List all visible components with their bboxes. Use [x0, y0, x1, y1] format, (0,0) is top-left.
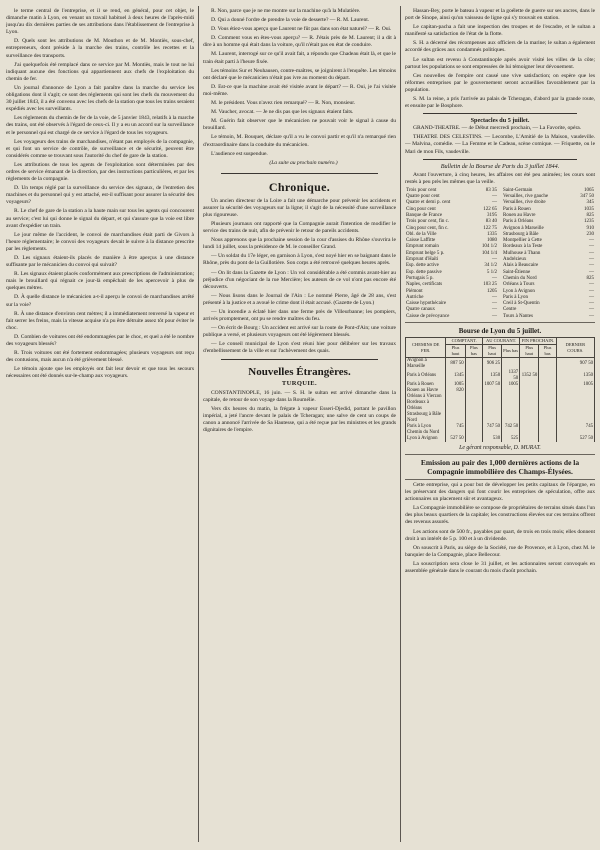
- bourse-cell: [539, 358, 556, 371]
- article-paragraph: D. À quelle distance le mécanicien a-t-il aperçu le convoi de marchandises arrêté sur la voie?: [6, 294, 194, 308]
- article-paragraph: M. Guérin fait observer que le mécanicien ne pouvait voir le signal à cause du brouillard.: [203, 118, 396, 132]
- article-paragraph: Le sultan est revenu à Constantinople après avoir visité les villes de la côte; partout les populations se sont empressées de lui témoigner leur dévouement.: [405, 56, 595, 70]
- foreign-news-body: [203, 390, 396, 435]
- bourse-cell: 745: [556, 424, 594, 430]
- divider: [221, 359, 378, 360]
- quote-value: 1080: [487, 238, 497, 244]
- quote-value: —: [589, 269, 594, 275]
- bourse-cell: [502, 400, 520, 412]
- quote-label: Naples, certificats: [406, 282, 443, 288]
- quote-label: Alais à Beaucaire: [503, 263, 539, 269]
- article-paragraph: J'ai quelquefois été remplacé dans ce service par M. Montiès, mais le tout ne lui indiquant aucune des fonctions qui appartiennent aux chefs de l'exploitation du chemin de fer.: [6, 61, 194, 82]
- quote-label: Caisse Laffitte: [406, 238, 436, 244]
- spectacle-entry: GRAND-THEATRE. — 4e Début mercredi prochain, — La Favorite, opéra.: [413, 125, 582, 132]
- article-paragraph: D. Qui a donné l'ordre de prendre la voie de desserte? — R. M. Laurent.: [211, 17, 370, 24]
- bourse-header: CHEMINS DE FER.: [406, 338, 446, 358]
- quote-value: —: [492, 307, 497, 313]
- bourse-cell: [556, 400, 594, 412]
- spectacles-list: [405, 125, 595, 155]
- quote-label: Creil à St-Quentin: [503, 301, 540, 307]
- quote-label: Cinq pour cent: [406, 206, 436, 212]
- bourse-row-label: Chemin du Nord: [406, 430, 446, 436]
- spectacle-entry: THEATRE DES CELESTINS. — Lecombe, L'Amitié de la Maison, vaudeville. — Malvina, comédie. — La Femme et le Cadeau, scène comique. — Friquette, ou le Mari de mon Fils, vaudeville.: [405, 134, 595, 155]
- bourse-cell: 527 50: [446, 436, 465, 442]
- quote-value: 122 65: [483, 206, 497, 212]
- quote-value: 910: [586, 225, 594, 231]
- quote-label: Andrézieux: [503, 257, 527, 263]
- article-paragraph: Le capitan-pacha a fait une inspection des troupes et de l'escadre, et le sultan a manifesté sa satisfaction de l'état de la flotte.: [405, 24, 595, 38]
- bourse-cell: [502, 358, 520, 371]
- article-paragraph: D. Les signaux étaient-ils placés de manière à être aperçus à une distance suffisante par le mécanicien du convoi qui suivait?: [6, 255, 194, 269]
- bourse-cell: 1337 50: [502, 370, 520, 382]
- bourse-cell: 906 25: [483, 358, 502, 371]
- bourse-cell: 525: [502, 436, 520, 442]
- bourse-cell: 1005: [446, 382, 465, 388]
- article-paragraph: Ces nouvelles de l'empire ont causé une vive satisfaction; on espère que les réformes entreprises par le gouvernement seront accueillies favorablement par la population.: [405, 72, 595, 93]
- quote-label: Lyon à Avignon: [503, 288, 535, 294]
- bourse-cell: 1352 50: [520, 370, 539, 382]
- quote-value: —: [589, 288, 594, 294]
- news-continuation: [405, 8, 595, 110]
- quote-label: Emprunt belge 5 p.: [406, 250, 445, 256]
- article-paragraph: D. Un temps réglé par la surveillance du service des signaux, de l'entretien des machines et du personnel qui y est attaché, est-il suffisant pour assurer la sécurité des voyageurs?: [6, 185, 194, 206]
- quote-label: Trois pour cent: [406, 187, 437, 193]
- quote-value: —: [492, 301, 497, 307]
- bourse-row-label: Rouen au Havre: [406, 388, 446, 394]
- quote-label: Piémont: [406, 288, 423, 294]
- chronique-item: — Nous lisons dans le Journal de l'Ain : Le nommé Pierre, âgé de 28 ans, s'est présenté à la justice et a avoué le crime dont il était accusé. (Gazette de Lyon.): [203, 292, 396, 306]
- quote-value: 104 1/2: [481, 244, 497, 250]
- quote-label: Bordeaux à la Teste: [503, 244, 543, 250]
- article-paragraph: D. Vous étiez-vous aperçu que Laurent ne fût pas dans son état naturel? — R. Oui.: [211, 26, 392, 33]
- quote-value: 1235: [584, 219, 594, 225]
- quote-label: Paris à Lyon: [503, 294, 528, 300]
- quote-label: Paris à Rouen: [503, 206, 531, 212]
- chronique-body: [203, 198, 396, 356]
- quote-value: —: [589, 238, 594, 244]
- article-paragraph: M. Laurent, interrogé sur ce qu'il avait fait, a répondu que Chadeau était là, et que le train était parti à l'heure fixée.: [203, 51, 396, 65]
- quote-value: 83 35: [485, 187, 497, 193]
- article-paragraph: Les voyageurs des trains de marchandises, n'étant pas employés de la compagnie, et qui font un service de contrôle, de surveillance et de sécurité, peuvent être considérés comme se trouvant sous l'autorité du chef de gare de la station.: [6, 138, 194, 159]
- article-paragraph: Le témoin ajoute que les employés ont fait leur devoir et que tous les secours nécessaires ont été donnés sur-le-champ aux voyageurs.: [6, 366, 194, 380]
- quote-label: Portugais 5 p.: [406, 275, 434, 281]
- quote-label: Strasbourg à Bâle: [503, 231, 539, 237]
- quote-label: Emprunt romain: [406, 244, 439, 250]
- bourse-heading: Bourse de Lyon du 5 juillet.: [458, 327, 542, 336]
- bourse-cell: [483, 400, 502, 412]
- quote-label: Caisse de prévoyance: [406, 313, 450, 319]
- spectacles-heading: Spectacles du 5 juillet.: [470, 117, 530, 125]
- chronique-item: Nous apprenons que la prochaine session de la cour d'assises du Rhône s'ouvrira le lundi 14 juillet, sous la présidence de M. le conseiller Grand.: [203, 237, 396, 251]
- bourse-row-label: Paris à Lyon: [406, 424, 446, 430]
- quote-label: Orléans à Tours: [503, 282, 535, 288]
- quote-label: Trois pour cent, fin c.: [406, 219, 450, 225]
- foreign-news-heading: Nouvelles Étrangères.: [248, 365, 351, 378]
- divider: [423, 159, 577, 160]
- divider: [423, 113, 577, 114]
- bourse-header: DERNIER COURS.: [556, 338, 594, 358]
- bulletin-intro: Avant l'ouverture, à cinq heures, les affaires ont été peu animées; les cours sont restés à peu près les mêmes que la veille.: [405, 171, 595, 185]
- bourse-subheader: Plus haut: [483, 345, 502, 358]
- country-heading: TURQUIE.: [281, 379, 318, 387]
- article-paragraph: D. Combien de voitures ont été endommagées par le choc, et quel a été le nombre des voyageurs blessés?: [6, 333, 194, 348]
- bourse-cell: 1350: [556, 370, 594, 382]
- article-paragraph: R. Les signaux étaient placés conformément aux prescriptions de l'administration; mais le brouillard qui régnait ce jour-là empêchait de les apercevoir à plus de quelques mètres.: [6, 271, 194, 292]
- chronique-heading: Chronique.: [268, 179, 331, 194]
- quote-label: Rouen au Havre: [503, 212, 536, 218]
- divider: [405, 322, 595, 323]
- chronique-item: — On lit dans la Gazette de Lyon : Un vol considérable a été commis avant-hier au préjudice d'un négociant de la rue Mercière; les auteurs de ce vol n'ont pas encore été découverts.: [203, 269, 396, 290]
- quote-value: 230: [586, 231, 594, 237]
- quote-value: —: [589, 294, 594, 300]
- quote-label: Saint-Étienne: [503, 269, 531, 275]
- advert-paragraph: Les actions sont de 500 fr., payables par quart, de trois en trois mois; elles donnent droit à un intérêt de 5 p. 100 et à un dividende.: [405, 528, 595, 542]
- quote-value: 122 75: [483, 225, 497, 231]
- divider: [405, 479, 595, 480]
- quote-label: Banque de France: [406, 212, 443, 218]
- quote-value: —: [589, 250, 594, 256]
- quote-label: Avignon à Marseille: [503, 225, 544, 231]
- bourse-cell: [465, 370, 482, 382]
- bourse-cell: 747 50: [483, 424, 502, 430]
- chronique-item: Un ancien directeur de la Loire a fait une démarche pour prévenir les accidents et assurer la sécurité des voyageurs sur la ligne; il s'agit de la nécessité d'une surveillance plus rigoureuse.: [203, 197, 396, 218]
- chronique-item: — On écrit de Bourg : Un accident est arrivé sur la route de Pont-d'Ain; une voiture publique a versé, et plusieurs voyageurs ont été légèrement blessés.: [203, 325, 396, 339]
- article-paragraph: S. H. a décerné des récompenses aux officiers de la marine; le sultan a également accordé des grâces aux condamnés politiques.: [405, 40, 595, 54]
- quote-label: Paris à Orléans: [503, 219, 534, 225]
- quote-label: Quatre pour cent: [406, 194, 440, 200]
- article-paragraph: Les attributions de tous les agents de l'exploitation sont déterminées par des ordres de service émanant de la direction, par des instructions particulières, et par les règlements de la compagnie.: [6, 161, 194, 183]
- quote-label: Tours à Nantes: [503, 313, 533, 319]
- bourse-row-label: Paris à Rouen: [406, 382, 446, 388]
- quote-value: —: [589, 257, 594, 263]
- quote-label: Saint-Germain: [503, 187, 533, 193]
- bourse-cell: [539, 436, 556, 442]
- bourse-row-label: Strasbourg à Bâle: [406, 412, 446, 418]
- quote-label: Esp. dette passive: [406, 269, 442, 275]
- bourse-header: COMPTANT.: [446, 338, 483, 345]
- article-paragraph: D. Est-ce que la machine avait été visitée avant le départ? — R. Oui, je l'ai visitée moi-même.: [203, 83, 396, 97]
- bourse-header: FIN PROCHAIN.: [520, 338, 557, 345]
- quote-label: Chemin du Nord: [503, 275, 537, 281]
- bourse-cell: [465, 400, 482, 412]
- quote-value: 5 1/2: [486, 269, 497, 275]
- bourse-cell: 530: [483, 436, 502, 442]
- chronique-item: — Le conseil municipal de Lyon s'est réuni hier pour délibérer sur les travaux d'embellissement de la ville et sur l'achèvement des quais.: [203, 341, 396, 355]
- bourse-subheader: Plus haut: [446, 345, 465, 358]
- advert-paragraph: La souscription sera close le 31 juillet, et les actionnaires seront convoqués en assemblée générale dans le courant du mois d'août prochain.: [405, 560, 595, 575]
- trial-report-continuation: [203, 8, 396, 158]
- quote-value: 1205: [487, 288, 497, 294]
- article-paragraph: L'audience est suspendue.: [211, 150, 268, 157]
- quote-value: 104 1/4: [481, 250, 497, 256]
- quote-label: Montpellier à Cette: [503, 238, 542, 244]
- article-paragraph: le terme central de l'entreprise, et il se rend, en général, pour cet objet, le dimanche matin à Lyon, en venant un travail habituel à deux heures de l'après-midi jusqu'au dix dernières parties de ses attributions dans l'établissement de l'entreprise à Lyon.: [6, 8, 194, 36]
- bourse-cell: 1005: [502, 382, 520, 388]
- article-paragraph: S. M. la reine, a pris l'arrivée au palais de Tcheragan, d'abord par la grande route, et ensuite par le Bosphore.: [405, 96, 595, 110]
- quote-value: —: [589, 244, 594, 250]
- quote-value: 1335: [487, 231, 497, 237]
- chronique-item: — Un incendie a éclaté hier dans une ferme près de Villeurbanne; les pompiers, arrivés promptement, ont pu se rendre maîtres du feu.: [203, 309, 396, 323]
- bourse-cell: [539, 370, 556, 382]
- foreign-news-paragraph: CONSTANTINOPLE, 16 juin. — S. H. le sultan est arrivé dimanche dans la capitale, de retour de son voyage dans la Roumélie.: [203, 389, 396, 403]
- quote-label: Quatre canaux: [406, 307, 436, 313]
- article-paragraph: Le témoin, M. Bouquet, déclare qu'il a vu le convoi partir et qu'il n'a remarqué rien d'extraordinaire dans la conduite du mécanicien.: [203, 134, 396, 148]
- quote-value: 825: [586, 275, 594, 281]
- bourse-header: AU COURANT.: [483, 338, 520, 345]
- bourse-cell: 745: [446, 424, 465, 430]
- bourse-cell: [465, 436, 482, 442]
- column-right: [405, 8, 595, 840]
- bourse-cell: 742 50: [502, 424, 520, 430]
- quote-value: —: [492, 257, 497, 263]
- bourse-cell: [520, 358, 539, 371]
- quote-label: Mulhouse à Thann: [503, 250, 541, 256]
- article-paragraph: Les témoins Sur et Neuhausen, contre-maîtres, se joignirent à l'enquête. Les témoins ont déclaré que le mécanicien n'était pas ivre au moment du départ.: [203, 67, 396, 81]
- bourse-cell: 1350: [483, 370, 502, 382]
- quote-label: Caisse hypothécaire: [406, 301, 447, 307]
- bourse-cell: 820: [446, 388, 465, 394]
- quote-value: 1035: [584, 206, 594, 212]
- column-rule: [198, 6, 199, 842]
- article-paragraph: M. le président. Vous n'avez rien remarqué? — R. Non, monsieur.: [211, 100, 356, 107]
- advert-paragraph: On souscrit à Paris, au siège de la Société, rue de Provence, et à Lyon, chez M. le banquier de la Compagnie, place Bellecour.: [405, 544, 595, 558]
- bourse-table: [405, 337, 595, 442]
- article-paragraph: R. À une distance d'environ cent mètres; il a immédiatement renversé la vapeur et fait serrer les freins, mais la vitesse acquise n'a pu être détruite assez tôt pour éviter le choc.: [6, 310, 194, 331]
- bourse-cell: 1005: [556, 382, 594, 388]
- quote-value: —: [492, 313, 497, 319]
- bourse-cell: [520, 400, 539, 412]
- article-paragraph: R. Trois voitures ont été fortement endommagées; plusieurs voyageurs ont reçu des contusions, mais aucun n'a été grièvement blessé.: [6, 350, 194, 364]
- quote-value: —: [492, 194, 497, 200]
- quote-label: Centre: [503, 307, 517, 313]
- advert-paragraph: Cette entreprise, qui a pour but de développer les petits capitaux de l'épargne, en les préservant des dangers qui font courir les entreprises de spéculation, offre aux actionnaires un placement sûr et avantageux.: [405, 482, 595, 503]
- bourse-row: [406, 358, 595, 371]
- article-paragraph: D. Comment vous en êtes-vous aperçu? — R. J'étais près de M. Laurent; il a dit à dire à un homme qui était dans la voiture, qu'il n'était pas en état de conduire.: [203, 35, 396, 49]
- quote-label: Autriche: [406, 294, 424, 300]
- quote-label: Versailles, rive gauche: [503, 194, 549, 200]
- divider: [405, 454, 595, 455]
- quote-value: 1065: [584, 187, 594, 193]
- column-left: [6, 8, 194, 840]
- bourse-subheader: Plus bas: [502, 345, 520, 358]
- gerant-line: Le gérant responsable, D. MURAT.: [459, 445, 541, 452]
- bourse-row-label: Lyon à Avignon: [406, 436, 446, 442]
- article-paragraph: R. Le chef de gare de la station a la haute main sur tous les agents qui concourent au service; c'est lui qui donne le signal du départ, et qui s'assure que la voie est libre avant d'expédier un train.: [6, 208, 194, 229]
- bourse-row-label: Bordeaux à Orléans: [406, 400, 446, 412]
- bulletin-heading: Bulletin de la Bourse de Paris du 3 juillet 1844.: [440, 162, 560, 170]
- column-middle: [203, 8, 396, 840]
- quote-row: [405, 314, 498, 320]
- bourse-cell: 1345: [446, 370, 465, 382]
- quote-label: Versailles, rive droite: [503, 200, 546, 206]
- column-rule: [400, 6, 401, 842]
- divider: [221, 173, 378, 174]
- bourse-row-label: Avignon à Marseille: [406, 358, 446, 371]
- quote-label: Obl. de la Ville: [406, 231, 437, 237]
- quote-value: —: [589, 282, 594, 288]
- quote-value: 83 40: [485, 219, 497, 225]
- bourse-subheader: Plus bas: [465, 345, 482, 358]
- quote-value: 825: [586, 212, 594, 218]
- foreign-news-paragraph: Vers dix heures du matin, la frégate à vapeur Esseri-Djedid, portant le pavillon impérial, a jeté l'ancre devant le palais de Tcheragan; une salve de cent un coups de canon a annoncé l'arrivée de Sa Hautesse, qui a été reçue par les ministres et les grands dignitaires de l'empire.: [203, 405, 396, 434]
- continued-note: (La suite au prochain numéro.): [269, 159, 338, 166]
- article-paragraph: R. Non, parce que je ne me montre sur la machine qu'à la Mulatière.: [211, 8, 361, 14]
- advert-body: [405, 482, 595, 575]
- advert-paragraph: La Compagnie immobilière se compose de propriétaires de terrains situés dans l'un des plus beaux quartiers de la capitale; les constructions élevées sur ces terrains offrent des revenus assurés.: [405, 505, 595, 526]
- bourse-cell: 527 50: [556, 436, 594, 442]
- quote-label: Quatre et demi p. cent: [406, 200, 451, 206]
- bourse-row-label: Nord: [406, 418, 446, 424]
- article-paragraph: Le jour même de l'accident, le convoi de marchandises était parti de Givors à l'heure réglementaire; le convoi des voyageurs devait le suivre à la distance prescrite par les règlements.: [6, 231, 194, 252]
- quote-value: —: [492, 275, 497, 281]
- bourse-row: [406, 370, 595, 382]
- bulletin-table-right: [502, 188, 595, 320]
- quote-value: 34 1/2: [484, 263, 497, 269]
- bourse-cell: [446, 400, 465, 412]
- article-paragraph: Les règlements du chemin de fer de la voie, de 5 janvier 1843, relatifs à la marche des trains, ont été observés à l'égard de ceux-ci. Il y a eu un accord sur la surveillance et le personnel qui est chargé de ce service à l'égard de tous les voyageurs.: [6, 115, 194, 136]
- chronique-item: — Un soldat du 17e léger, en garnison à Lyon, s'est noyé hier en se baignant dans le Rhône, près du pont de la Guillotière. Son corps a été retrouvé quelques heures après.: [203, 253, 396, 267]
- quote-value: —: [492, 200, 497, 206]
- quote-value: 3195: [487, 212, 497, 218]
- quote-row: [502, 314, 595, 320]
- bourse-cell: [520, 436, 539, 442]
- quote-label: Emprunt d'Haïti: [406, 257, 439, 263]
- bourse-row-label: Paris à Orléans: [406, 370, 446, 382]
- advert-heading: Emission au pair des 1,000 dernières actions de la Compagnie immobilière des Champs-Élysées.: [420, 458, 580, 477]
- bourse-row: [406, 436, 595, 442]
- quote-value: —: [589, 263, 594, 269]
- bourse-subheader: Plus bas: [539, 345, 556, 358]
- bourse-cell: 1007 50: [484, 382, 501, 388]
- bourse-subheader: Plus haut: [520, 345, 539, 358]
- quote-label: Cinq pour cent, fin c.: [406, 225, 449, 231]
- quote-value: 103 25: [483, 282, 497, 288]
- bourse-cell: [539, 400, 556, 412]
- bulletin-table-left: [405, 188, 498, 320]
- bourse-cell: 907 50: [556, 358, 594, 371]
- bulletin-quotes: [405, 188, 595, 320]
- quote-value: —: [589, 307, 594, 313]
- article-paragraph: M. Vaucher, avocat. — Je ne dis pas que les signaux étaient faits.: [211, 109, 354, 116]
- bourse-cell: [465, 358, 482, 371]
- article-paragraph: Hassan-Bey, porte le bateau à vapeur et la goélette de guerre sur ses ancres, dans le port de Sinope, ainsi qu'un vaisseau de ligne qui s'y trouvait en station.: [405, 8, 595, 22]
- quote-label: Esp. dette active: [406, 263, 439, 269]
- article-paragraph: Un journal d'annonce de Lyon a fait paraître dans la marche du service les obligations dont il s'agit; ce sont des réglements qui sont les chefs du mouvement du 30 juillet 1843, il a été convenu avec les chefs de la station que tous les trains seraient expédiés avec les surveillants.: [6, 84, 194, 113]
- article-paragraph: D. Quels sont les attributions de M. Mouthon et de M. Montiès, sous-chef, entrepreneurs, dont préside à la marche des trains, contrôle les recettes et la surveillance des transports.: [6, 38, 194, 59]
- bourse-row: [406, 400, 595, 412]
- chronique-item: Plusieurs journaux ont rapporté que la Compagnie aurait l'intention de modifier le service des trains de nuit, afin de prévenir le retour de pareils accidents.: [203, 220, 396, 235]
- bourse-cell: 887 50: [446, 358, 465, 371]
- quote-value: 347 50: [580, 194, 594, 200]
- quote-value: 345: [586, 200, 594, 206]
- quote-value: —: [589, 313, 594, 319]
- bourse-row-label: Orléans à Vierzon: [406, 394, 446, 400]
- quote-value: —: [589, 301, 594, 307]
- quote-value: —: [492, 294, 497, 300]
